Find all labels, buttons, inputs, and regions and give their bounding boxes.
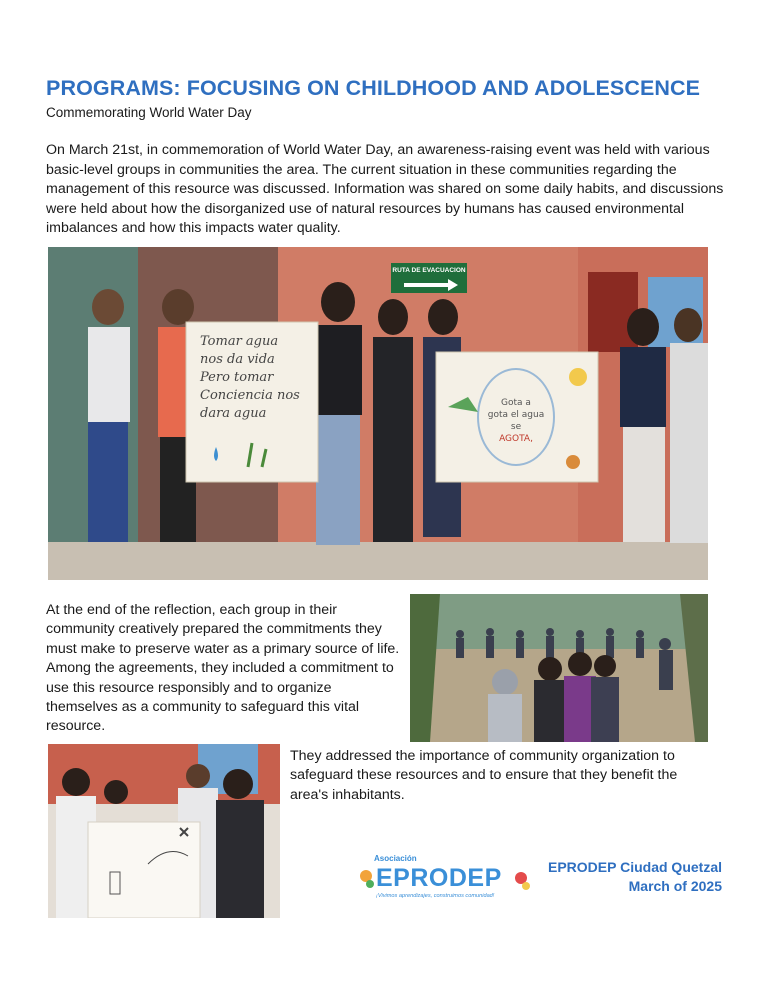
evacuation-sign xyxy=(391,263,467,293)
poster-right-line: Gota a xyxy=(501,398,531,408)
poster-left-line: dara agua xyxy=(200,406,267,421)
poster-left-line: nos da vida xyxy=(200,352,275,367)
poster-left-line: Pero tomar xyxy=(200,370,274,385)
poster-right-line: se xyxy=(510,422,522,432)
group-photo-main xyxy=(48,247,708,580)
footer-block xyxy=(548,858,722,895)
logo-association: Asociación xyxy=(374,854,417,863)
page-title: PROGRAMS: FOCUSING ON CHILDHOOD AND ADOLESCENCE xyxy=(46,76,701,100)
poster-presentation-photo xyxy=(48,744,280,918)
outdoor-photo-illustration xyxy=(410,594,708,742)
poster-photo-illustration xyxy=(48,744,280,918)
logo-name: EPRODEP xyxy=(376,864,502,892)
organization-paragraph: They addressed the importance of community organization to safeguard these resources and to ensure that they benefit the area's inhabitants. xyxy=(290,748,678,803)
page-subtitle: Commemorating World Water Day xyxy=(46,105,252,120)
poster-left-line: Tomar agua xyxy=(200,334,279,349)
outdoor-group-photo xyxy=(410,594,708,742)
poster-left-line: Conciencia nos xyxy=(200,388,300,403)
footer-location: EPRODEP Ciudad Quetzal xyxy=(548,859,722,875)
group-photo-illustration xyxy=(48,247,708,580)
poster-left xyxy=(186,322,318,482)
evacuation-sign-text: RUTA DE EVACUACION xyxy=(392,267,466,274)
reflection-paragraph: At the end of the reflection, each group in their community creatively prepared the commitments they must make to preserve water as a primary source of life. Among the agreements, they included a commitment to use this resource responsibly and to organize themselves as a community to safeguard this vital resource. xyxy=(46,602,400,735)
logo-slogan: ¡Vivimos aprendizajes, construimos comunidad! xyxy=(376,893,495,899)
poster-right xyxy=(436,352,598,482)
eprodep-logo xyxy=(358,852,534,900)
poster-right-line: AGOTA, xyxy=(499,434,533,444)
intro-paragraph: On March 21st, in commemoration of World Water Day, an awareness-raising event was held with various basic-level groups in communities the area. The current situation in these communities regarding the management of this resource was discussed. Information was shared on some daily habits, and discussions were held about how the disorganized use of natural resources by humans has caused environmental imbalances and how this impacts water quality. xyxy=(46,142,724,236)
footer-date: March of 2025 xyxy=(628,877,722,894)
poster-right-line: gota el agua xyxy=(487,410,545,420)
eprodep-logo-graphic xyxy=(358,852,534,900)
